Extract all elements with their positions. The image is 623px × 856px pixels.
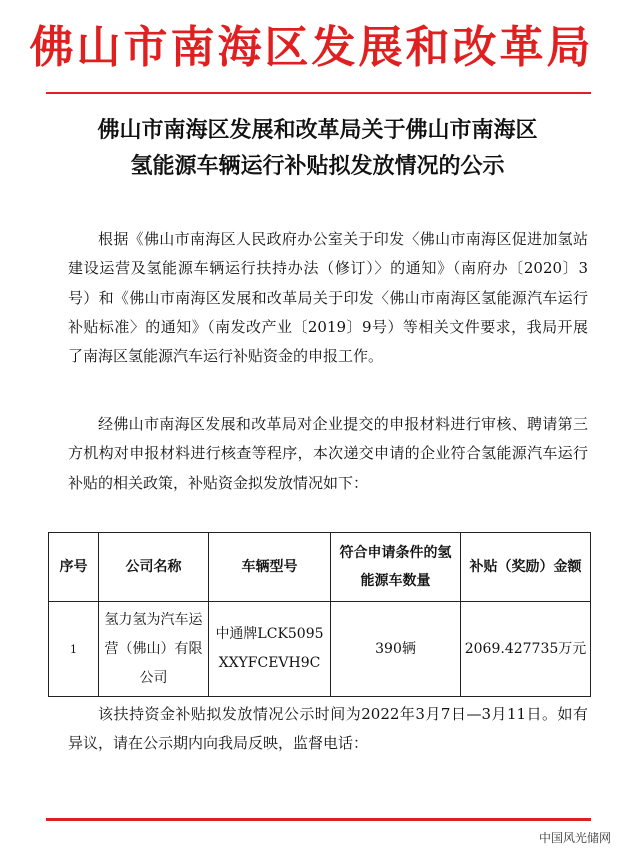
document-title — [40, 112, 595, 184]
header-index: 序号 — [49, 533, 99, 602]
header-vehicle-count: 符合申请条件的氢能源车数量 — [331, 533, 461, 602]
header-subsidy-amount: 补贴（奖励）金额 — [461, 533, 591, 602]
agency-masthead: 佛山市南海区发展和改革局 — [29, 22, 594, 73]
subsidy-table — [48, 532, 591, 697]
header-company: 公司名称 — [99, 533, 209, 602]
site-watermark: 中国风光储网 — [538, 831, 611, 845]
paragraph-basis: 根据《佛山市南海区人民政府办公室关于印发〈佛山市南海区促进加氢站建设运营及氢能源车辆运行扶持办法（修订）〉的通知》（南府办〔2020〕3号）和《佛山市南海区发展和改革局关于印发〈佛山市南海区氢能源汽车运行补贴标准〉的通知》（南发改产业〔2019〕9号）等相关文件要求，我局开展了南海区氢能源汽车运行补贴资金的申报工作。 — [68, 230, 588, 366]
cell-vehicle-count: 390辆 — [331, 602, 461, 697]
cell-subsidy-amount: 2069.427735万元 — [461, 602, 591, 697]
table-row — [49, 602, 591, 697]
cell-vehicle-model: 中通牌LCK5095XXYFCEVH9C — [209, 602, 331, 697]
table-header-row — [49, 533, 591, 602]
title-line-1: 佛山市南海区发展和改革局关于佛山市南海区 — [97, 117, 538, 143]
footer-divider — [46, 818, 591, 821]
cell-index: 1 — [49, 602, 99, 697]
paragraph-publicity: 该扶持资金补贴拟发放情况公示时间为2022年3月7日—3月11日。如有异议，请在公示期内向我局反映，监督电话： — [68, 705, 588, 753]
header-divider — [46, 92, 591, 94]
paragraph-review: 经佛山市南海区发展和改革局对企业提交的申报材料进行审核、聘请第三方机构对申报材料进行核查等程序，本次递交申请的企业符合氢能源汽车运行补贴的相关政策，补贴资金拟发放情况如下： — [68, 415, 588, 492]
header-vehicle-model: 车辆型号 — [209, 533, 331, 602]
title-line-2: 氢能源车辆运行补贴拟发放情况的公示 — [130, 153, 505, 179]
cell-company: 氢力氢为汽车运营（佛山）有限公司 — [99, 602, 209, 697]
